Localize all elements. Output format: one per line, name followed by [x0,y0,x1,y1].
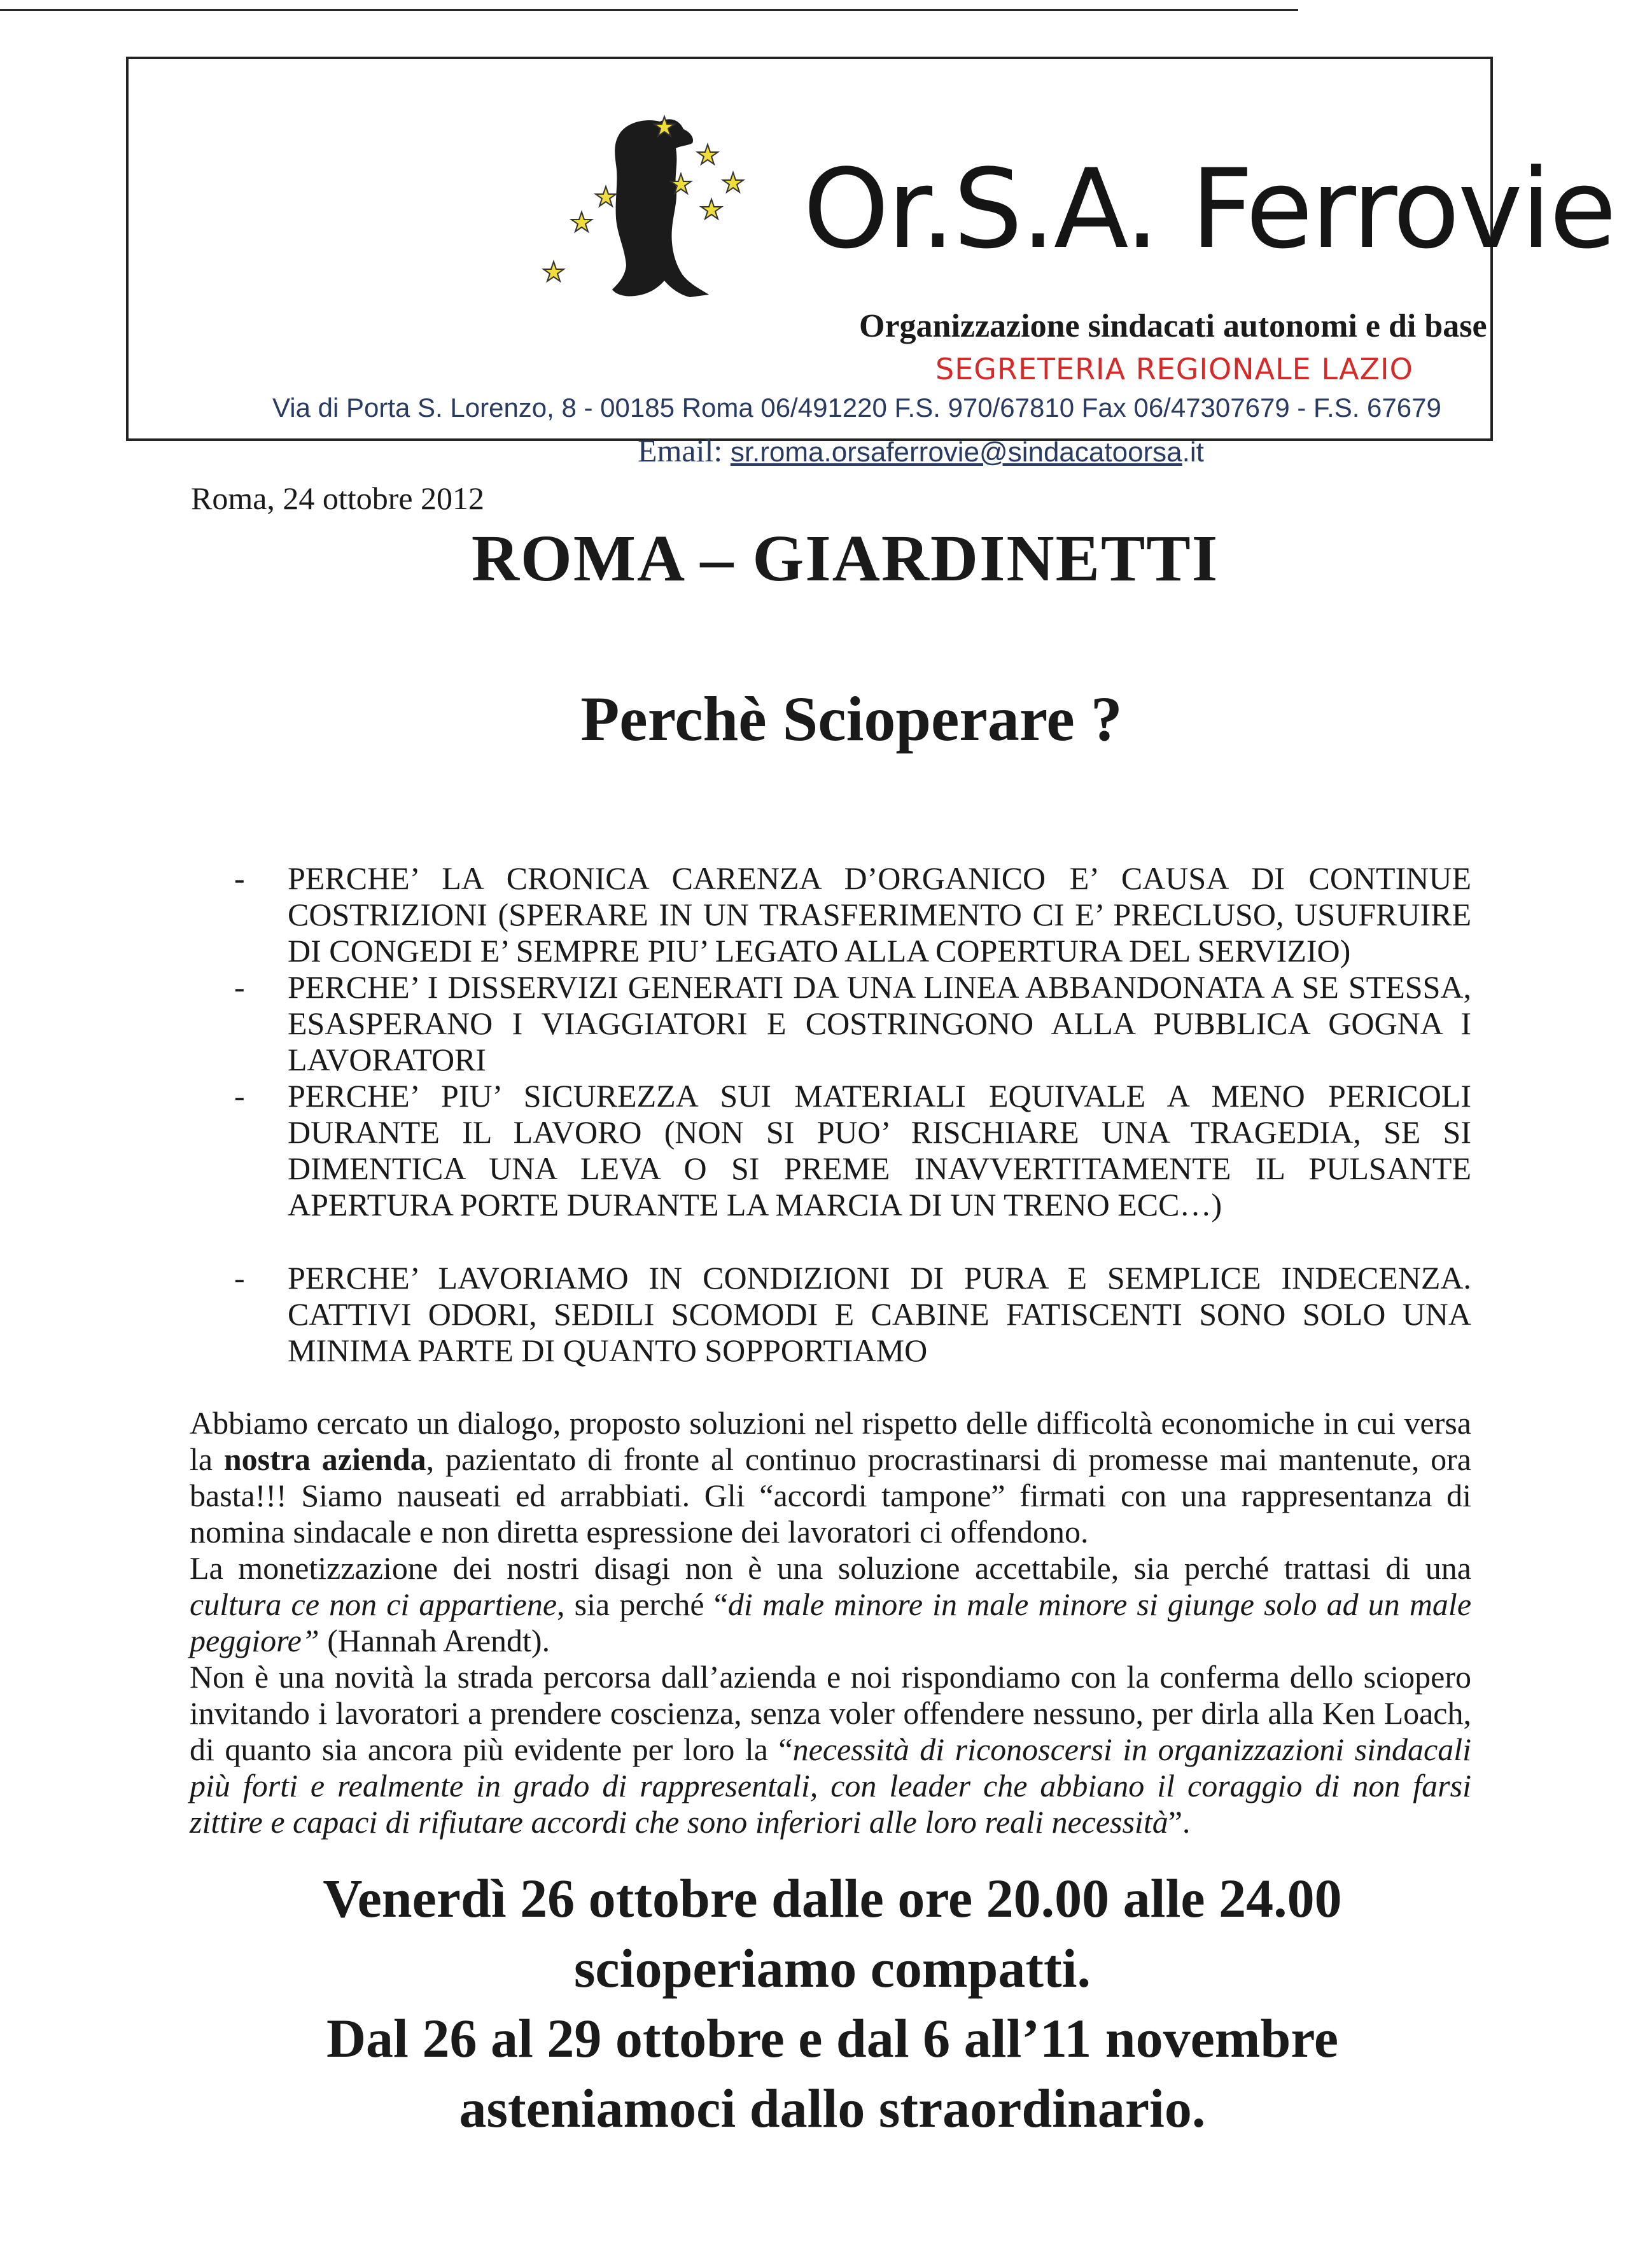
list-item [234,860,1471,969]
email-tld: .it [1182,437,1204,468]
overtime-dates-line: Dal 26 al 29 ottobre e dal 6 all’11 novembre [326,2008,1339,2069]
document-date: Roma, 24 ottobre 2012 [191,480,485,516]
list-item-text: PERCHE’ PIU’ SICUREZZA SUI MATERIALI EQUIVALE A MENO PERICOLI DURANTE IL LAVORO (NON SI PUO’ RISCHIARE UNA TRAGEDIA, SE SI DIMENTICA UNA LEVA O SI PREME INAVVERTITAMENTE IL PULSANTE APERTURA PORTE DURANTE LA MARCIA DI UN TRENO ECC…) [288,1078,1471,1222]
scan-edge-line [0,9,1298,11]
paragraph: Non è una novità la strada percorsa dall’azienda e noi rispondiamo con la conferma dello sciopero invitando i lavoratori a prendere coscienza, senza voler offendere nessuno, per dirla alla Ken Loach, di quanto sia ancora più evidente per loro la “necessità di riconoscersi in organizzazioni sindacali più forti e realmente in grado di rappresentali, con leader che abbiano il coraggio di non farsi zittire e capaci di rifiutare accordi che sono inferiori alle loro reali necessità”. [190,1659,1471,1840]
italic-phrase: cultura ce non ci appartiene [190,1586,557,1622]
list-item [234,969,1471,1078]
reasons-list [234,860,1471,1369]
list-item-text: PERCHE’ I DISSERVIZI GENERATI DA UNA LINEA ABBANDONATA A SE STESSA, ESASPERANO I VIAGGIATORI E COSTRINGONO ALLA PUBBLICA GOGNA I LAVORATORI [288,969,1471,1077]
bear-silhouette-icon [612,119,709,297]
list-item-text: PERCHE’ LAVORIAMO IN CONDIZIONI DI PURA E SEMPLICE INDECENZA. CATTIVI ODORI, SEDILI SCOMODI E CABINE FATISCENTI SONO SOLO UNA MINIMA PARTE DI QUANTO SOPPORTIAMO [288,1260,1471,1368]
strike-slogan-line: scioperiamo compatti. [573,1938,1091,1999]
email-row [638,432,1204,469]
paragraph: Abbiamo cercato un dialogo, proposto soluzioni nel rispetto delle difficoltà economiche in cui versa la nostra azienda, pazientato di fronte al continuo procrastinarsi di promesse mai mantenute, ora basta!!! Siamo nauseati ed arrabbiati. Gli “accordi tampone” firmati con una rappresentanza di nomina sindacale e non diretta espressione dei lavoratori ci offendono. [190,1405,1471,1550]
body-text [190,1405,1471,1840]
bear-stars-logo-icon [523,104,797,314]
overtime-slogan-line: asteniamoci dallo straordinario. [459,2078,1206,2139]
letterhead [126,57,1615,468]
list-item-text: PERCHE’ LA CRONICA CARENZA D’ORGANICO E’ CAUSA DI CONTINUE COSTRIZIONI (SPERARE IN UN TRASFERIMENTO CI E’ PRECLUSO, USUFRUIRE DI CONGEDI E’ SEMPRE PIU’ LEGATO ALLA COPERTURA DEL SERVIZIO) [288,860,1471,969]
list-item [234,1078,1471,1223]
brand-name: Or.S.A. Ferrovie [803,145,1615,273]
email-label: Email: [638,433,731,468]
contact-line: Via di Porta S. Lorenzo, 8 - 00185 Roma 06/491220 F.S. 970/67810 Fax 06/47307679 - F.S. 67679 [272,393,1441,423]
emphasis: nostra azienda [223,1441,426,1477]
document-title: ROMA – GIARDINETTI [471,522,1219,595]
bullet-dash: - [234,969,245,1005]
strike-time-line: Venerdì 26 ottobre dalle ore 20.00 alle 24.00 [323,1868,1342,1929]
email-link[interactable]: sr.roma.orsaferrovie@sindacatoorsa [730,437,1182,468]
regional-office-label: SEGRETERIA REGIONALE LAZIO [935,352,1413,386]
quote: necessità di riconoscersi in organizzazioni sindacali più forti e realmente in grado di rappresentali, con leader che abbiano il coraggio di non farsi zittire e capaci di rifiutare accordi che sono inferiori alle loro reali necessità [190,1732,1471,1840]
call-to-action [0,1863,1652,2143]
bullet-dash: - [234,1078,245,1114]
bullet-dash: - [234,1260,245,1296]
paragraph: La monetizzazione dei nostri disagi non è una soluzione accettabile, sia perché trattasi di una cultura ce non ci appartiene, sia perché “di male minore in male minore si giunge solo ad un male peggiore” (Hannah Arendt). [190,1550,1472,1658]
quote: di male minore in male minore si giunge solo ad un male peggiore” [190,1586,1472,1658]
bullet-dash: - [234,860,245,896]
document-subtitle: Perchè Scioperare ? [580,683,1123,754]
list-item [234,1260,1471,1369]
organization-full-name: Organizzazione sindacati autonomi e di base [859,308,1487,344]
